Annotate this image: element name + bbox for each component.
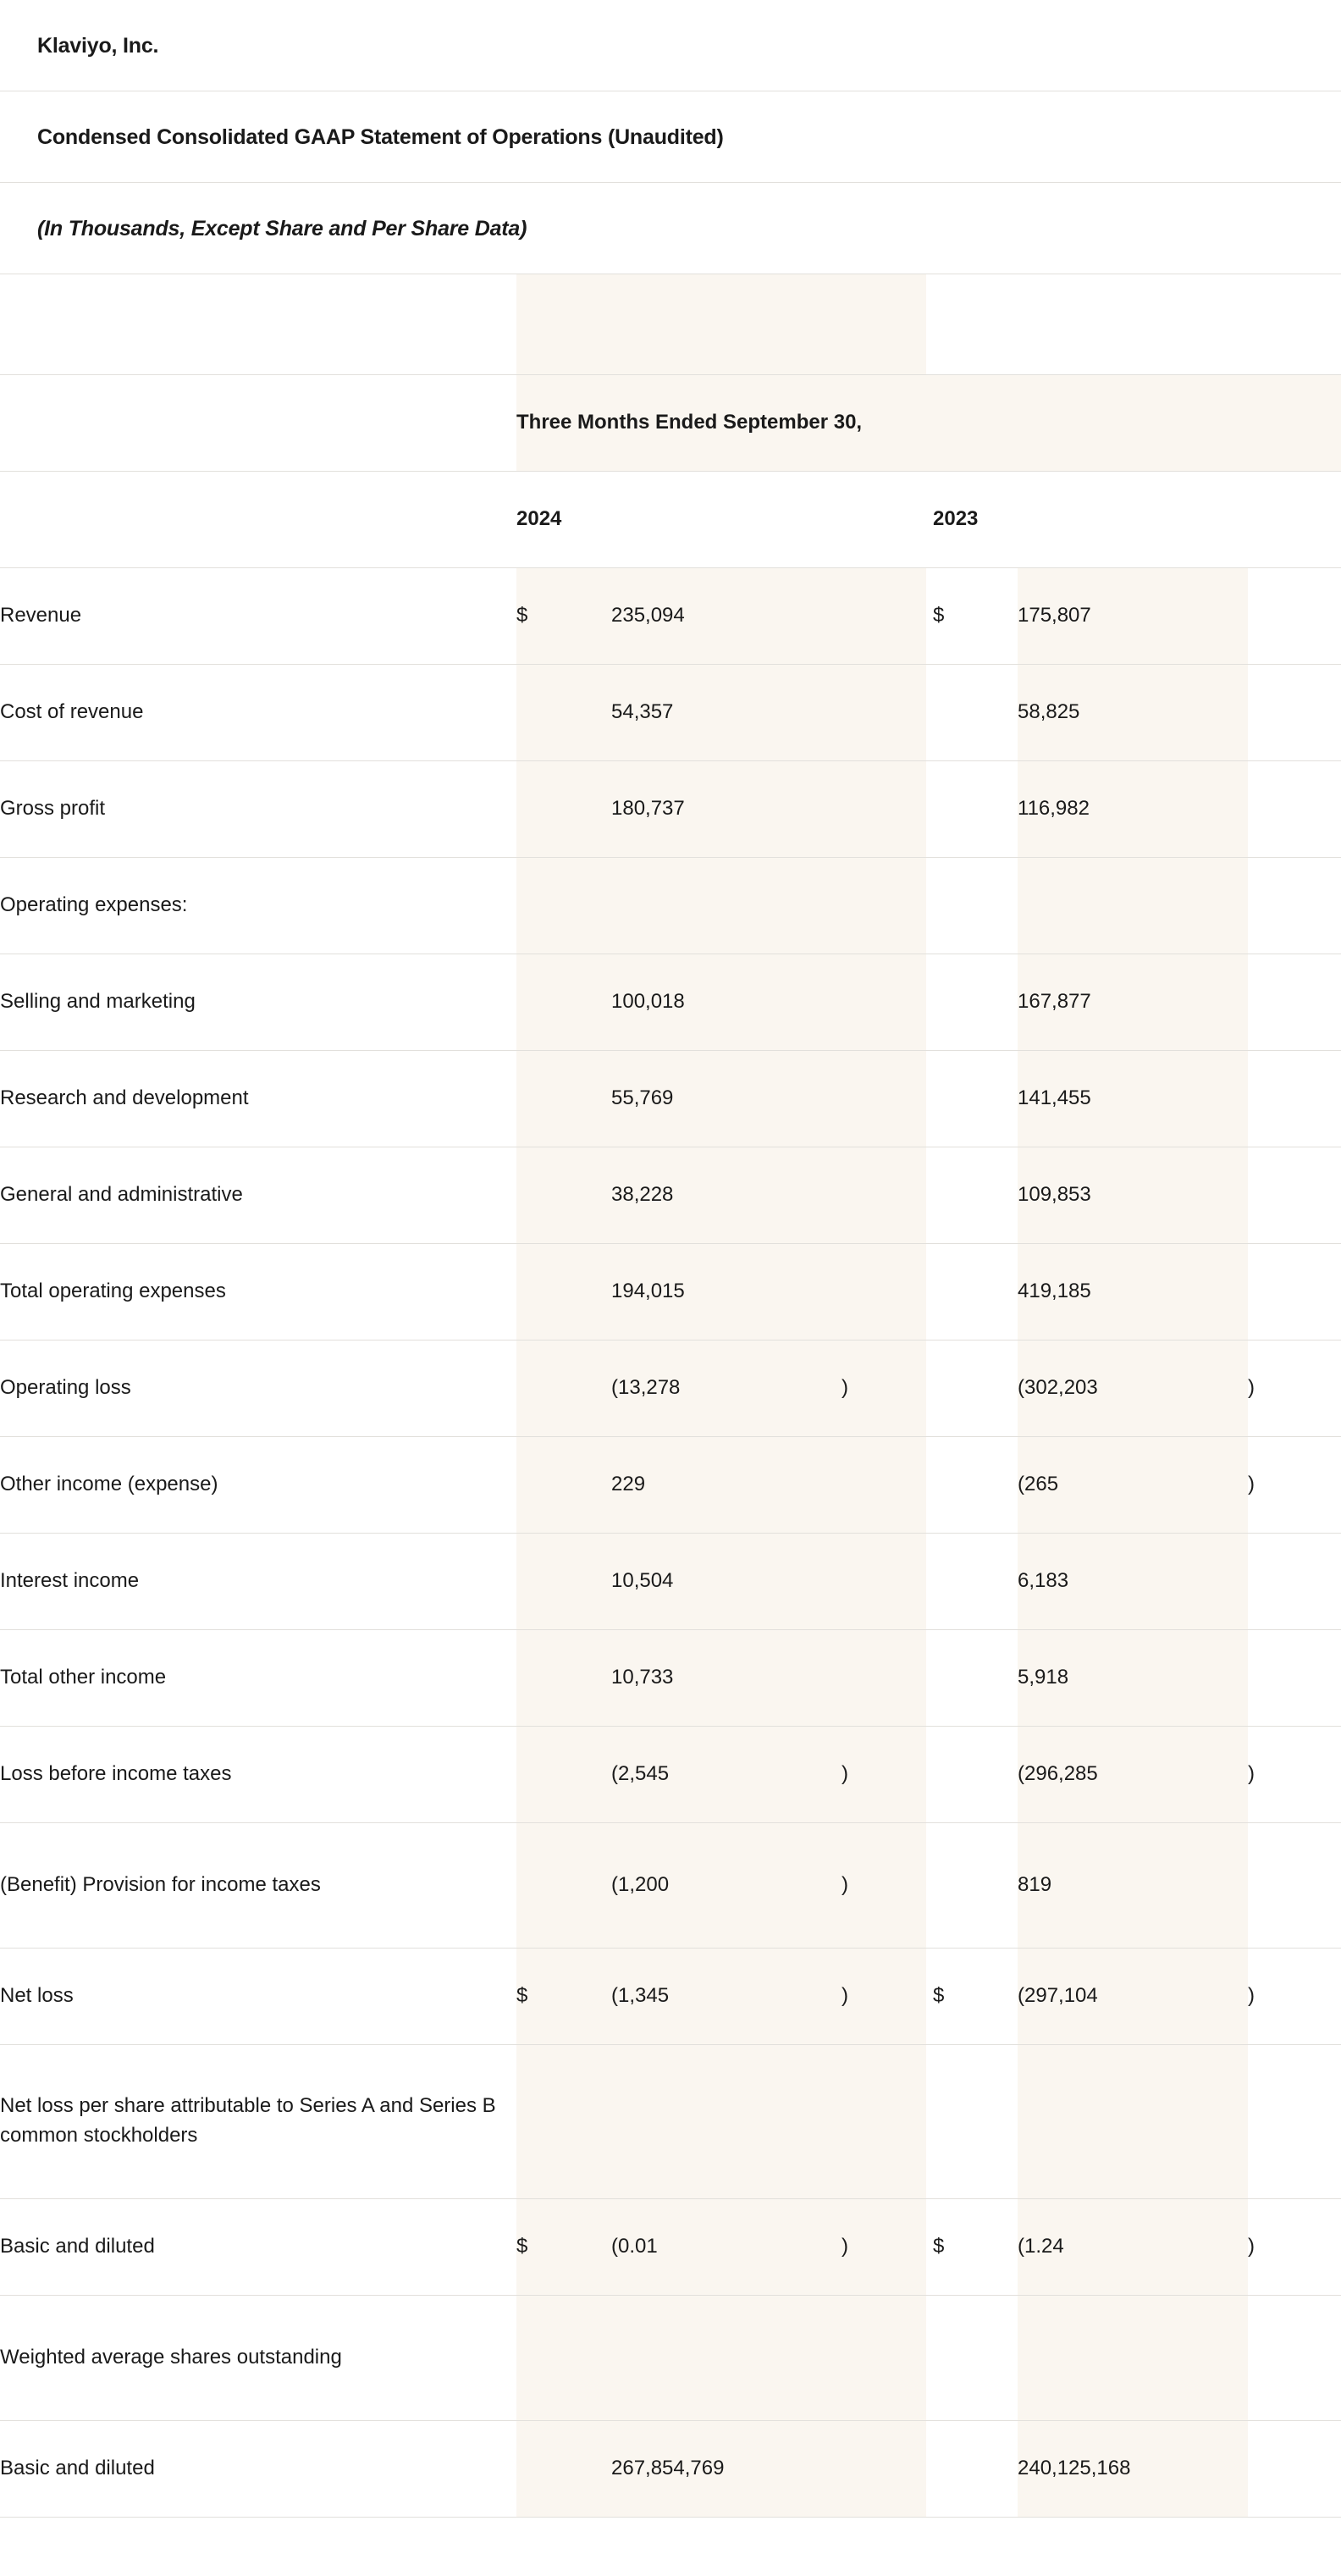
row-gap bbox=[926, 2044, 933, 2198]
row-currency-2024 bbox=[516, 2295, 604, 2420]
row-value-2024 bbox=[611, 2044, 842, 2198]
row-paren-2023 bbox=[1248, 1629, 1341, 1726]
row-label: Revenue bbox=[0, 567, 516, 664]
row-pad-2024 bbox=[604, 2198, 611, 2295]
row-label: General and administrative bbox=[0, 1147, 516, 1243]
table-row bbox=[0, 1243, 1341, 1340]
row-value-2024 bbox=[611, 2295, 842, 2420]
row-paren-2023 bbox=[1248, 664, 1341, 760]
row-paren-2024 bbox=[842, 1243, 926, 1340]
table-row bbox=[0, 1726, 1341, 1822]
row-currency-2024 bbox=[516, 664, 604, 760]
row-paren-2023: ) bbox=[1248, 1948, 1341, 2044]
row-value-2023: (1.24 bbox=[1018, 2198, 1248, 2295]
row-paren-2024 bbox=[842, 2420, 926, 2517]
row-paren-2024: ) bbox=[842, 2198, 926, 2295]
row-value-2024: (13,278 bbox=[611, 1340, 842, 1436]
row-paren-2024 bbox=[842, 664, 926, 760]
row-label: Net loss per share attributable to Series A and Series B common stockholders bbox=[0, 2044, 516, 2198]
row-currency-2024 bbox=[516, 2420, 604, 2517]
row-pad-2024 bbox=[604, 1340, 611, 1436]
year-header-2024: 2024 bbox=[516, 471, 926, 567]
row-paren-2024 bbox=[842, 857, 926, 954]
table-row bbox=[0, 2420, 1341, 2517]
row-currency-2023 bbox=[933, 1340, 1018, 1436]
row-value-2023: 419,185 bbox=[1018, 1243, 1248, 1340]
row-paren-2023 bbox=[1248, 857, 1341, 954]
row-paren-2023 bbox=[1248, 1243, 1341, 1340]
table-row bbox=[0, 954, 1341, 1050]
row-currency-2024 bbox=[516, 1533, 604, 1629]
row-paren-2023 bbox=[1248, 760, 1341, 857]
row-currency-2023 bbox=[933, 1050, 1018, 1147]
row-gap bbox=[926, 1822, 933, 1948]
row-pad-2024 bbox=[604, 567, 611, 664]
row-value-2023: (302,203 bbox=[1018, 1340, 1248, 1436]
row-value-2023 bbox=[1018, 857, 1248, 954]
row-value-2024: 235,094 bbox=[611, 567, 842, 664]
row-currency-2024 bbox=[516, 1147, 604, 1243]
statement-title-row bbox=[0, 91, 1341, 183]
row-value-2023: 240,125,168 bbox=[1018, 2420, 1248, 2517]
row-gap bbox=[926, 1050, 933, 1147]
row-currency-2023 bbox=[933, 954, 1018, 1050]
spacer-cell bbox=[926, 274, 933, 374]
row-paren-2023 bbox=[1248, 2044, 1341, 2198]
row-value-2023: 819 bbox=[1018, 1822, 1248, 1948]
units-note: (In Thousands, Except Share and Per Share Data) bbox=[37, 217, 527, 240]
row-paren-2023: ) bbox=[1248, 1340, 1341, 1436]
table-row bbox=[0, 1050, 1341, 1147]
row-label: Basic and diluted bbox=[0, 2198, 516, 2295]
row-currency-2024: $ bbox=[516, 1948, 604, 2044]
company-name-row bbox=[0, 0, 1341, 91]
row-currency-2023 bbox=[933, 1147, 1018, 1243]
row-currency-2024 bbox=[516, 2044, 604, 2198]
table-row bbox=[0, 1436, 1341, 1533]
row-value-2023: 175,807 bbox=[1018, 567, 1248, 664]
row-pad-2024 bbox=[604, 1822, 611, 1948]
row-value-2023: 167,877 bbox=[1018, 954, 1248, 1050]
row-value-2024: 100,018 bbox=[611, 954, 842, 1050]
spacer-cell bbox=[842, 274, 926, 374]
row-label: Interest income bbox=[0, 1533, 516, 1629]
row-paren-2023 bbox=[1248, 567, 1341, 664]
row-pad-2024 bbox=[604, 1533, 611, 1629]
row-label: Selling and marketing bbox=[0, 954, 516, 1050]
row-label: Other income (expense) bbox=[0, 1436, 516, 1533]
row-value-2023: 6,183 bbox=[1018, 1533, 1248, 1629]
row-value-2024: 54,357 bbox=[611, 664, 842, 760]
row-paren-2023 bbox=[1248, 1533, 1341, 1629]
row-gap bbox=[926, 664, 933, 760]
row-currency-2024 bbox=[516, 760, 604, 857]
empty-cell bbox=[0, 471, 516, 567]
row-paren-2024 bbox=[842, 2044, 926, 2198]
table-row bbox=[0, 1629, 1341, 1726]
row-value-2023 bbox=[1018, 2044, 1248, 2198]
row-pad-2024 bbox=[604, 1948, 611, 2044]
row-value-2023 bbox=[1018, 2295, 1248, 2420]
row-paren-2024 bbox=[842, 567, 926, 664]
spacer-cell bbox=[1018, 274, 1248, 374]
row-label: Operating expenses: bbox=[0, 857, 516, 954]
row-value-2024: (2,545 bbox=[611, 1726, 842, 1822]
row-pad-2024 bbox=[604, 2044, 611, 2198]
row-currency-2023: $ bbox=[933, 567, 1018, 664]
row-value-2024: 55,769 bbox=[611, 1050, 842, 1147]
row-gap bbox=[926, 567, 933, 664]
row-currency-2023 bbox=[933, 1533, 1018, 1629]
table-spacer-row bbox=[0, 274, 1341, 374]
row-currency-2024 bbox=[516, 1629, 604, 1726]
row-value-2023: 5,918 bbox=[1018, 1629, 1248, 1726]
row-paren-2024 bbox=[842, 760, 926, 857]
row-value-2024: 267,854,769 bbox=[611, 2420, 842, 2517]
row-currency-2024 bbox=[516, 1822, 604, 1948]
row-paren-2024 bbox=[842, 2295, 926, 2420]
row-paren-2024 bbox=[842, 954, 926, 1050]
row-value-2023: 116,982 bbox=[1018, 760, 1248, 857]
table-row bbox=[0, 857, 1341, 954]
row-currency-2024 bbox=[516, 857, 604, 954]
row-gap bbox=[926, 1533, 933, 1629]
row-gap bbox=[926, 760, 933, 857]
row-currency-2023 bbox=[933, 2044, 1018, 2198]
row-label: Gross profit bbox=[0, 760, 516, 857]
row-label: Cost of revenue bbox=[0, 664, 516, 760]
row-paren-2023: ) bbox=[1248, 2198, 1341, 2295]
row-value-2024: 180,737 bbox=[611, 760, 842, 857]
period-header: Three Months Ended September 30, bbox=[516, 374, 1341, 471]
row-value-2023: 58,825 bbox=[1018, 664, 1248, 760]
row-currency-2023 bbox=[933, 1822, 1018, 1948]
row-gap bbox=[926, 1340, 933, 1436]
row-paren-2023 bbox=[1248, 2295, 1341, 2420]
table-row bbox=[0, 2198, 1341, 2295]
row-gap bbox=[926, 1948, 933, 2044]
row-currency-2024 bbox=[516, 1726, 604, 1822]
row-pad-2024 bbox=[604, 1629, 611, 1726]
row-gap bbox=[926, 1243, 933, 1340]
row-label: (Benefit) Provision for income taxes bbox=[0, 1822, 516, 1948]
row-currency-2023 bbox=[933, 760, 1018, 857]
row-value-2023: (265 bbox=[1018, 1436, 1248, 1533]
row-gap bbox=[926, 1436, 933, 1533]
spacer-cell bbox=[1248, 274, 1341, 374]
table-row bbox=[0, 1533, 1341, 1629]
row-currency-2024: $ bbox=[516, 567, 604, 664]
row-currency-2024 bbox=[516, 1243, 604, 1340]
row-label: Research and development bbox=[0, 1050, 516, 1147]
spacer-cell bbox=[516, 274, 604, 374]
row-pad-2024 bbox=[604, 2295, 611, 2420]
table-row bbox=[0, 760, 1341, 857]
row-pad-2024 bbox=[604, 1436, 611, 1533]
row-currency-2023 bbox=[933, 857, 1018, 954]
row-pad-2024 bbox=[604, 1050, 611, 1147]
row-currency-2023 bbox=[933, 1436, 1018, 1533]
row-gap bbox=[926, 1147, 933, 1243]
row-gap bbox=[926, 1629, 933, 1726]
row-label: Basic and diluted bbox=[0, 2420, 516, 2517]
table-row bbox=[0, 1340, 1341, 1436]
row-pad-2024 bbox=[604, 2420, 611, 2517]
income-statement-table bbox=[0, 274, 1341, 2518]
table-row bbox=[0, 567, 1341, 664]
row-paren-2024: ) bbox=[842, 1948, 926, 2044]
table-row bbox=[0, 1822, 1341, 1948]
row-currency-2023 bbox=[933, 664, 1018, 760]
empty-cell bbox=[0, 374, 516, 471]
spacer-cell bbox=[933, 274, 1018, 374]
row-value-2024: 229 bbox=[611, 1436, 842, 1533]
row-currency-2023: $ bbox=[933, 1948, 1018, 2044]
row-gap bbox=[926, 2420, 933, 2517]
empty-cell bbox=[926, 471, 933, 567]
row-paren-2024: ) bbox=[842, 1822, 926, 1948]
row-value-2024: (1,345 bbox=[611, 1948, 842, 2044]
spacer-cell bbox=[604, 274, 611, 374]
table-row bbox=[0, 1948, 1341, 2044]
row-label: Net loss bbox=[0, 1948, 516, 2044]
row-currency-2024 bbox=[516, 1340, 604, 1436]
row-paren-2023 bbox=[1248, 954, 1341, 1050]
row-label: Total operating expenses bbox=[0, 1243, 516, 1340]
row-pad-2024 bbox=[604, 1147, 611, 1243]
row-currency-2023 bbox=[933, 1243, 1018, 1340]
row-currency-2024 bbox=[516, 954, 604, 1050]
row-paren-2023: ) bbox=[1248, 1436, 1341, 1533]
row-currency-2024 bbox=[516, 1436, 604, 1533]
row-pad-2024 bbox=[604, 664, 611, 760]
row-gap bbox=[926, 1726, 933, 1822]
units-note-row bbox=[0, 183, 1341, 274]
row-pad-2024 bbox=[604, 760, 611, 857]
row-gap bbox=[926, 857, 933, 954]
row-label: Operating loss bbox=[0, 1340, 516, 1436]
table-row bbox=[0, 664, 1341, 760]
row-gap bbox=[926, 954, 933, 1050]
row-currency-2023 bbox=[933, 2420, 1018, 2517]
period-header-row bbox=[0, 374, 1341, 471]
row-pad-2024 bbox=[604, 857, 611, 954]
row-value-2024: 10,733 bbox=[611, 1629, 842, 1726]
row-value-2024: 38,228 bbox=[611, 1147, 842, 1243]
row-paren-2024 bbox=[842, 1436, 926, 1533]
row-paren-2023 bbox=[1248, 1822, 1341, 1948]
table-row bbox=[0, 2044, 1341, 2198]
row-value-2023: 109,853 bbox=[1018, 1147, 1248, 1243]
row-value-2023: 141,455 bbox=[1018, 1050, 1248, 1147]
row-value-2023: (296,285 bbox=[1018, 1726, 1248, 1822]
row-currency-2023: $ bbox=[933, 2198, 1018, 2295]
row-currency-2024 bbox=[516, 1050, 604, 1147]
row-paren-2023 bbox=[1248, 1147, 1341, 1243]
row-paren-2024 bbox=[842, 1147, 926, 1243]
row-paren-2024 bbox=[842, 1533, 926, 1629]
row-paren-2024 bbox=[842, 1629, 926, 1726]
row-pad-2024 bbox=[604, 954, 611, 1050]
row-value-2024 bbox=[611, 857, 842, 954]
row-paren-2023: ) bbox=[1248, 1726, 1341, 1822]
row-gap bbox=[926, 2295, 933, 2420]
row-value-2023: (297,104 bbox=[1018, 1948, 1248, 2044]
row-value-2024: 10,504 bbox=[611, 1533, 842, 1629]
row-value-2024: 194,015 bbox=[611, 1243, 842, 1340]
row-value-2024: (0.01 bbox=[611, 2198, 842, 2295]
company-name: Klaviyo, Inc. bbox=[37, 34, 159, 58]
row-pad-2024 bbox=[604, 1726, 611, 1822]
row-paren-2024: ) bbox=[842, 1726, 926, 1822]
row-paren-2023 bbox=[1248, 2420, 1341, 2517]
year-header-row bbox=[0, 471, 1341, 567]
row-label: Total other income bbox=[0, 1629, 516, 1726]
row-currency-2023 bbox=[933, 1629, 1018, 1726]
row-pad-2024 bbox=[604, 1243, 611, 1340]
table-body bbox=[0, 274, 1341, 2517]
row-label: Weighted average shares outstanding bbox=[0, 2295, 516, 2420]
row-paren-2023 bbox=[1248, 1050, 1341, 1147]
row-label: Loss before income taxes bbox=[0, 1726, 516, 1822]
spacer-cell bbox=[0, 274, 516, 374]
row-paren-2024 bbox=[842, 1050, 926, 1147]
table-row bbox=[0, 1147, 1341, 1243]
row-paren-2024: ) bbox=[842, 1340, 926, 1436]
row-value-2024: (1,200 bbox=[611, 1822, 842, 1948]
table-row bbox=[0, 2295, 1341, 2420]
year-header-2023: 2023 bbox=[933, 471, 1341, 567]
row-currency-2023 bbox=[933, 2295, 1018, 2420]
statement-title: Condensed Consolidated GAAP Statement of Operations (Unaudited) bbox=[37, 125, 724, 149]
row-currency-2024: $ bbox=[516, 2198, 604, 2295]
spacer-cell bbox=[611, 274, 842, 374]
row-currency-2023 bbox=[933, 1726, 1018, 1822]
row-gap bbox=[926, 2198, 933, 2295]
